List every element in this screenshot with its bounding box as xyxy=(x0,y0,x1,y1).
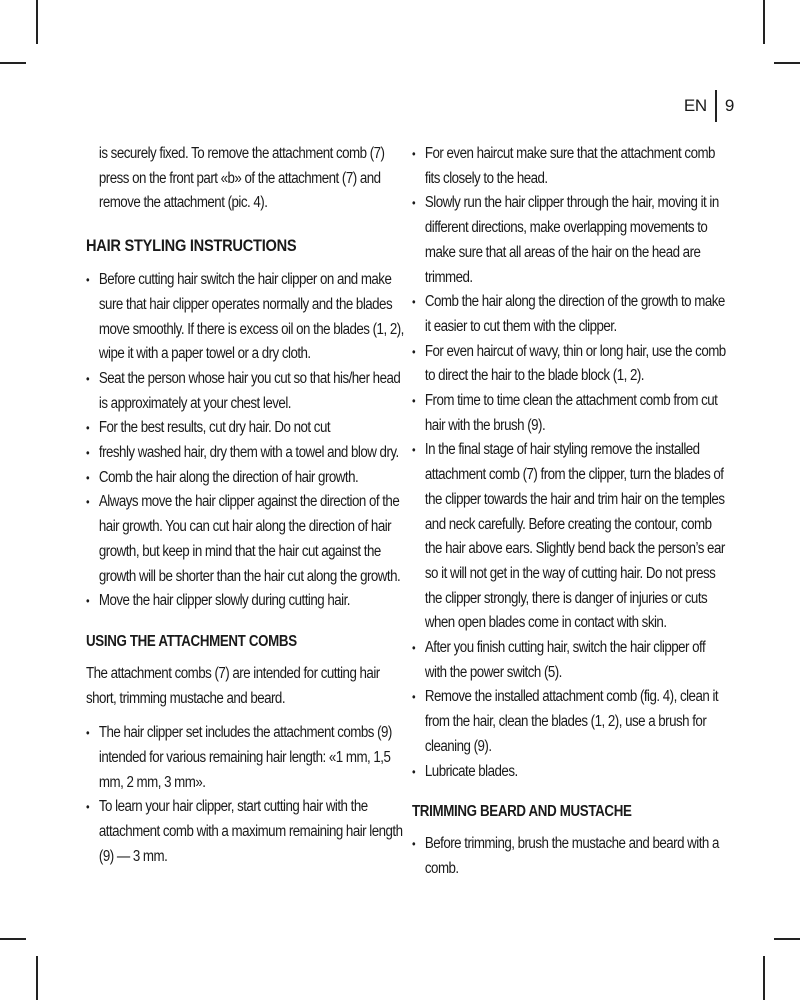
list-item: • Lubricate blades. xyxy=(412,760,727,785)
language-code: EN xyxy=(683,96,707,115)
bullet: • xyxy=(412,295,416,310)
bullet: • xyxy=(86,726,90,741)
list-item: • Before trimming, brush the mustache and beard with a comb. xyxy=(412,832,727,881)
list-item: • Seat the person whose hair you cut so that his/her head is approximately at your chest level. xyxy=(86,367,406,416)
section-title-trimming-beard: TRIMMING BEARD AND MUSTACHE xyxy=(412,803,632,821)
list-item: • Always move the hair clipper against the direction of the hair growth. You can cut hair along the direction of hair growth, but keep in mind that the hair cut against the growth will be shorter than the hair cut along the growth. xyxy=(86,490,406,589)
crop-mark-bottom-right-vertical xyxy=(763,956,765,1000)
list-item: • For the best results, cut dry hair. Do not cut xyxy=(86,416,406,441)
list-item: • Remove the installed attachment comb (fig. 4), clean it from the hair, clean the blades (1, 2), use a brush for cleaning (9). xyxy=(412,685,727,759)
crop-mark-bottom-left-horizontal xyxy=(0,938,26,940)
section-title-attachment-combs: USING THE ATTACHMENT COMBS xyxy=(86,632,297,650)
trimming-beard-list xyxy=(412,832,727,881)
page-number: 9 xyxy=(724,96,734,115)
bullet: • xyxy=(412,443,416,458)
bullet: • xyxy=(412,196,416,211)
bullet: • xyxy=(86,495,90,510)
hair-styling-list xyxy=(86,268,406,614)
left-column xyxy=(86,142,406,874)
bullet: • xyxy=(86,273,90,288)
page-header xyxy=(684,90,734,122)
list-item: • Comb the hair along the direction of the growth to make it easier to cut them with the clipper. xyxy=(412,290,727,339)
list-item: • In the final stage of hair styling remove the installed attachment comb (7) from the clipper, turn the blades of the clipper towards the hair and trim hair on the temples and neck carefully. Before creating the contour, comb the hair above ears. Slightly bend back the person’s ear so it will not get in the way of cutting hair. Do not press the clipper strongly, there is danger of injuries or cuts when open blades come in contact with skin. xyxy=(412,438,727,636)
bullet: • xyxy=(412,394,416,409)
list-item: • Comb the hair along the direction of hair growth. xyxy=(86,466,406,491)
crop-mark-bottom-left-vertical xyxy=(36,956,38,1000)
bullet: • xyxy=(412,764,416,779)
section-title-hair-styling: HAIR STYLING INSTRUCTIONS xyxy=(86,236,297,256)
list-item: • Move the hair clipper slowly during cutting hair. xyxy=(86,589,406,614)
list-item: • freshly washed hair, dry them with a towel and blow dry. xyxy=(86,441,406,466)
bullet: • xyxy=(86,371,90,386)
list-item: • For even haircut make sure that the attachment comb fits closely to the head. xyxy=(412,142,727,191)
bullet: • xyxy=(86,594,90,609)
attachment-combs-list xyxy=(86,721,406,869)
bullet: • xyxy=(86,421,90,436)
list-item: • Before cutting hair switch the hair clipper on and make sure that hair clipper operates normally and the blades move smoothly. If there is excess oil on the blades (1, 2), wipe it with a paper towel or a dry cloth. xyxy=(86,268,406,367)
right-column xyxy=(412,142,727,886)
attachment-combs-intro: The attachment combs (7) are intended for cutting hair short, trimming mustache and beard. xyxy=(86,664,380,707)
bullet: • xyxy=(86,470,90,485)
crop-mark-bottom-right-horizontal xyxy=(774,938,800,940)
list-item: • For even haircut of wavy, thin or long hair, use the comb to direct the hair to the blade block (1, 2). xyxy=(412,340,727,389)
list-item: • Slowly run the hair clipper through the hair, moving it in different directions, make overlapping movements to make sure that all areas of the hair on the head are trimmed. xyxy=(412,191,727,290)
bullet: • xyxy=(86,800,90,815)
header-separator xyxy=(715,90,717,122)
list-item: • The hair clipper set includes the attachment combs (9) intended for various remaining hair length: «1 mm, 1,5 mm, 2 mm, 3 mm». xyxy=(86,721,406,795)
bullet: • xyxy=(412,837,416,852)
bullet: • xyxy=(412,147,416,161)
list-item: • To learn your hair clipper, start cutting hair with the attachment comb with a maximum remaining hair length (9) — 3 mm. xyxy=(86,795,406,869)
list-item: • From time to time clean the attachment comb from cut hair with the brush (9). xyxy=(412,389,727,438)
crop-mark-top-right-vertical xyxy=(763,0,765,44)
bullet: • xyxy=(412,641,416,656)
crop-mark-top-left-horizontal xyxy=(0,62,26,64)
styling-continued-list xyxy=(412,142,727,784)
crop-mark-top-right-horizontal xyxy=(774,62,800,64)
bullet: • xyxy=(412,690,416,705)
bullet: • xyxy=(86,446,90,461)
bullet: • xyxy=(412,344,416,359)
crop-mark-top-left-vertical xyxy=(36,0,38,44)
list-item: • After you finish cutting hair, switch the hair clipper off with the power switch (5). xyxy=(412,636,727,685)
continuation-paragraph: is securely fixed. To remove the attachment comb (7) press on the front part «b» of the attachment (7) and remove the attachment (pic. 4). xyxy=(98,145,385,212)
